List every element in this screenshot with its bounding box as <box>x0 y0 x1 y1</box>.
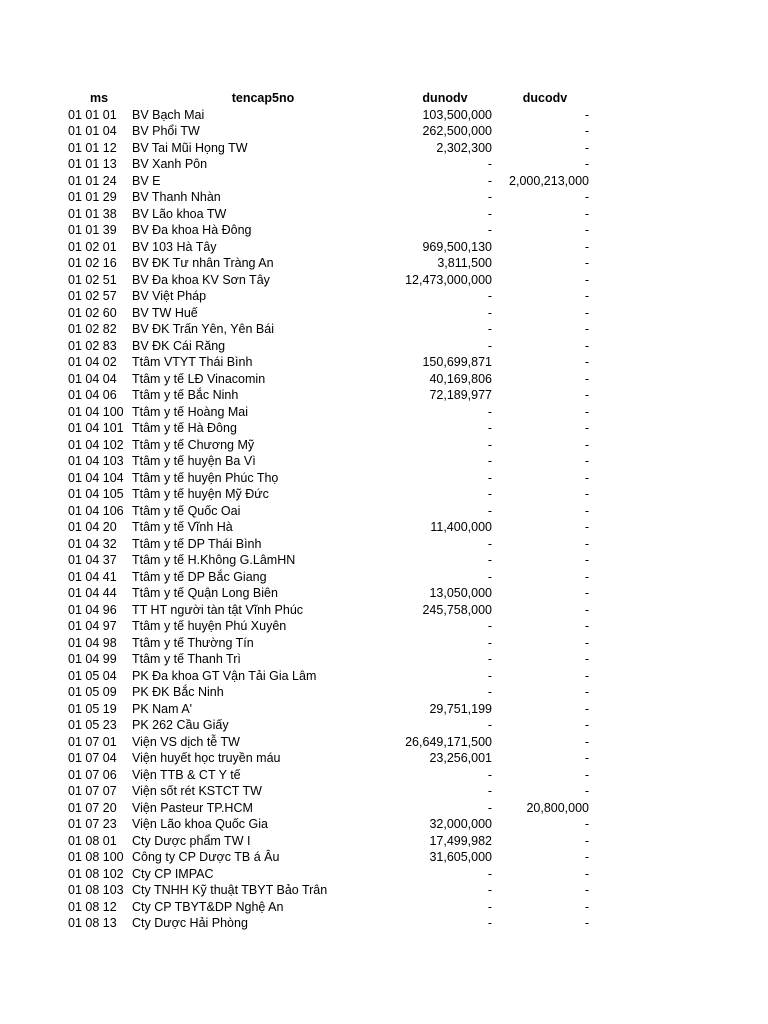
cell-ducodv[interactable]: - <box>584 553 589 567</box>
column-header-tencap5no[interactable]: tencap5no <box>231 91 295 105</box>
table-row <box>68 404 593 421</box>
spreadsheet-table <box>68 90 593 932</box>
table-row <box>68 470 593 487</box>
cell-tencap5no[interactable]: BV 103 Hà Tây <box>132 239 217 254</box>
cell-tencap5no[interactable]: BV ĐK Trấn Yên, Yên Bái <box>132 322 274 336</box>
table-row <box>68 288 593 305</box>
cell-dunodv[interactable]: - <box>487 536 492 551</box>
cell-ducodv[interactable]: - <box>584 256 589 270</box>
cell-ducodv[interactable]: - <box>584 866 589 881</box>
cell-ducodv[interactable]: - <box>584 404 589 419</box>
cell-dunodv[interactable]: 31,605,000 <box>429 850 492 864</box>
cell-ducodv[interactable]: - <box>584 388 589 402</box>
table-row <box>68 387 593 404</box>
cell-ducodv[interactable]: - <box>584 322 589 336</box>
column-header-dunodv[interactable]: dunodv <box>422 91 468 105</box>
table-row <box>68 915 593 932</box>
cell-dunodv[interactable]: 150,699,871 <box>422 355 492 369</box>
cell-ms[interactable]: 01 05 04 <box>68 668 117 683</box>
cell-tencap5no[interactable]: TT HT người tàn tật Vĩnh Phúc <box>132 602 304 617</box>
cell-dunodv[interactable]: - <box>487 487 492 501</box>
cell-tencap5no[interactable]: PK Đa khoa GT Vận Tải Gia Lâm <box>132 668 317 683</box>
cell-dunodv[interactable]: 32,000,000 <box>429 817 492 831</box>
cell-tencap5no[interactable]: Ttâm y tế DP Thái Bình <box>132 536 262 551</box>
cell-tencap5no[interactable]: BV Việt Pháp <box>132 289 207 303</box>
cell-dunodv[interactable]: 23,256,001 <box>429 751 492 765</box>
cell-ms[interactable]: 01 04 02 <box>68 355 117 369</box>
table-row <box>68 173 593 190</box>
table-row <box>68 602 593 619</box>
cell-tencap5no[interactable]: Ttâm y tế Chương Mỹ <box>132 437 255 452</box>
cell-ms[interactable]: 01 01 29 <box>68 190 117 204</box>
cell-tencap5no[interactable]: Ttâm y tế huyện Ba Vì <box>132 454 256 468</box>
cell-ms[interactable]: 01 04 32 <box>68 536 117 551</box>
cell-dunodv[interactable]: - <box>487 652 492 666</box>
cell-tencap5no[interactable]: BV Thanh Nhàn <box>132 190 221 204</box>
cell-tencap5no[interactable]: Cty CP IMPAC <box>132 866 214 881</box>
cell-ducodv[interactable]: - <box>584 833 589 848</box>
cell-ms[interactable]: 01 08 103 <box>68 883 124 897</box>
cell-dunodv[interactable]: 72,189,977 <box>429 388 492 402</box>
table-row <box>68 651 593 668</box>
table-row <box>68 866 593 883</box>
cell-ducodv[interactable]: - <box>584 454 589 468</box>
cell-ms[interactable]: 01 04 41 <box>68 569 117 584</box>
cell-dunodv[interactable]: - <box>487 800 492 815</box>
table-row <box>68 239 593 256</box>
cell-ducodv[interactable]: - <box>584 751 589 765</box>
cell-tencap5no[interactable]: Viện Pasteur TP.HCM <box>132 800 253 815</box>
cell-dunodv[interactable]: 3,811,500 <box>437 256 492 270</box>
cell-tencap5no[interactable]: Viện VS dịch tễ TW <box>132 734 240 749</box>
cell-tencap5no[interactable]: BV E <box>132 173 161 188</box>
cell-dunodv[interactable]: - <box>487 553 492 567</box>
table-row <box>68 684 593 701</box>
cell-ms[interactable]: 01 08 12 <box>68 899 117 914</box>
table-row <box>68 354 593 371</box>
cell-ms[interactable]: 01 08 100 <box>68 850 124 864</box>
cell-ms[interactable]: 01 08 01 <box>68 833 117 848</box>
cell-ms[interactable]: 01 02 60 <box>68 305 117 320</box>
cell-ms[interactable]: 01 01 01 <box>68 107 117 122</box>
cell-ms[interactable]: 01 01 38 <box>68 206 117 221</box>
cell-dunodv[interactable]: 103,500,000 <box>422 107 492 122</box>
cell-dunodv[interactable]: - <box>487 305 492 320</box>
cell-dunodv[interactable]: - <box>487 866 492 881</box>
cell-dunodv[interactable]: - <box>487 635 492 650</box>
cell-ducodv[interactable]: - <box>584 190 589 204</box>
cell-ms[interactable]: 01 04 20 <box>68 520 117 534</box>
cell-tencap5no[interactable]: Ttâm y tế huyện Phúc Thọ <box>132 470 279 485</box>
cell-tencap5no[interactable]: Ttâm y tế Thanh Trì <box>132 652 241 666</box>
cell-ms[interactable]: 01 02 57 <box>68 289 117 303</box>
cell-ms[interactable]: 01 01 24 <box>68 173 117 188</box>
table-row <box>68 800 593 817</box>
cell-tencap5no[interactable]: Cty Dược phẩm TW I <box>132 833 251 848</box>
table-row <box>68 635 593 652</box>
table-row <box>68 503 593 520</box>
cell-tencap5no[interactable]: Cty Dược Hải Phòng <box>132 916 248 930</box>
cell-ducodv[interactable]: - <box>584 371 589 386</box>
cell-dunodv[interactable]: - <box>487 503 492 518</box>
cell-tencap5no[interactable]: Cty TNHH Kỹ thuật TBYT Bảo Trân <box>132 883 328 897</box>
cell-tencap5no[interactable]: BV Đa khoa Hà Đông <box>132 223 252 237</box>
table-row <box>68 701 593 718</box>
cell-dunodv[interactable]: - <box>487 569 492 584</box>
cell-dunodv[interactable]: - <box>487 784 492 798</box>
cell-dunodv[interactable]: 13,050,000 <box>429 586 492 600</box>
cell-tencap5no[interactable]: Ttâm y tế Thường Tín <box>132 635 254 650</box>
cell-ms[interactable]: 01 08 13 <box>68 916 117 930</box>
cell-dunodv[interactable]: - <box>487 338 492 353</box>
cell-ducodv[interactable]: - <box>584 272 589 287</box>
cell-ms[interactable]: 01 04 96 <box>68 602 117 617</box>
table-row <box>68 272 593 289</box>
table-row <box>68 552 593 569</box>
cell-dunodv[interactable]: - <box>487 470 492 485</box>
cell-ms[interactable]: 01 04 99 <box>68 652 117 666</box>
cell-ducodv[interactable]: - <box>584 124 589 138</box>
cell-tencap5no[interactable]: BV Phổi TW <box>132 124 200 138</box>
cell-ms[interactable]: 01 02 01 <box>68 239 117 254</box>
cell-tencap5no[interactable]: BV Lão khoa TW <box>132 206 227 221</box>
cell-tencap5no[interactable]: BV ĐK Tư nhân Tràng An <box>132 256 274 270</box>
cell-ms[interactable]: 01 05 19 <box>68 701 117 716</box>
table-row <box>68 338 593 355</box>
table-row <box>68 305 593 322</box>
cell-ms[interactable]: 01 04 44 <box>68 586 117 600</box>
table-row <box>68 750 593 767</box>
cell-ducodv[interactable]: - <box>584 206 589 221</box>
cell-ducodv[interactable]: - <box>584 503 589 518</box>
cell-tencap5no[interactable]: Ttâm y tế LĐ Vinacomin <box>132 371 266 386</box>
cell-ms[interactable]: 01 02 82 <box>68 322 117 336</box>
cell-ducodv[interactable]: - <box>584 487 589 501</box>
cell-ducodv[interactable]: - <box>584 569 589 584</box>
cell-ducodv[interactable]: - <box>584 652 589 666</box>
cell-tencap5no[interactable]: PK Nam A' <box>132 701 193 716</box>
cell-ducodv[interactable]: - <box>584 470 589 485</box>
cell-ms[interactable]: 01 01 13 <box>68 157 117 171</box>
table-row <box>68 371 593 388</box>
cell-ms[interactable]: 01 04 37 <box>68 553 117 567</box>
column-header-ms[interactable]: ms <box>89 91 109 105</box>
table-row <box>68 783 593 800</box>
table-row <box>68 585 593 602</box>
cell-ms[interactable]: 01 04 98 <box>68 635 117 650</box>
table-row <box>68 833 593 850</box>
cell-tencap5no[interactable]: Ttâm VTYT Thái Bình <box>132 355 253 369</box>
table-row <box>68 453 593 470</box>
cell-dunodv[interactable]: 969,500,130 <box>422 239 492 254</box>
table-row <box>68 486 593 503</box>
cell-ms[interactable]: 01 07 04 <box>68 751 117 765</box>
cell-ducodv[interactable]: - <box>584 899 589 914</box>
cell-ducodv[interactable]: - <box>584 437 589 452</box>
cell-ducodv[interactable]: - <box>584 718 589 732</box>
cell-ducodv[interactable]: - <box>584 668 589 683</box>
cell-ms[interactable]: 01 07 07 <box>68 784 117 798</box>
cell-ducodv[interactable]: - <box>584 685 589 699</box>
table-body <box>68 107 593 932</box>
cell-ducodv[interactable]: - <box>584 602 589 617</box>
cell-ducodv[interactable]: - <box>584 586 589 600</box>
cell-dunodv[interactable]: - <box>487 767 492 782</box>
cell-ducodv[interactable]: - <box>584 239 589 254</box>
table-row <box>68 123 593 140</box>
cell-ms[interactable]: 01 07 20 <box>68 800 117 815</box>
cell-dunodv[interactable]: - <box>487 437 492 452</box>
cell-dunodv[interactable]: - <box>487 883 492 897</box>
cell-dunodv[interactable]: - <box>487 685 492 699</box>
cell-dunodv[interactable]: 40,169,806 <box>429 371 492 386</box>
cell-tencap5no[interactable]: Viện TTB & CT Y tế <box>132 767 241 782</box>
table-row <box>68 255 593 272</box>
cell-ms[interactable]: 01 02 51 <box>68 272 117 287</box>
cell-tencap5no[interactable]: Ttâm y tế Hà Đông <box>132 421 237 435</box>
cell-ducodv[interactable]: - <box>584 338 589 353</box>
cell-tencap5no[interactable]: Viện huyết học truyền máu <box>132 751 281 765</box>
cell-ducodv[interactable]: - <box>584 520 589 534</box>
cell-ducodv[interactable]: - <box>584 784 589 798</box>
cell-ducodv[interactable]: - <box>584 767 589 782</box>
cell-tencap5no[interactable]: Công ty CP Dược TB á Âu <box>132 850 280 864</box>
cell-ducodv[interactable]: - <box>584 916 589 930</box>
cell-ms[interactable]: 01 04 101 <box>68 421 124 435</box>
cell-tencap5no[interactable]: Cty CP TBYT&DP Nghệ An <box>132 899 284 914</box>
table-row <box>68 437 593 454</box>
header-row <box>68 90 593 107</box>
cell-tencap5no[interactable]: Ttâm y tế DP Bắc Giang <box>132 569 267 584</box>
cell-ms[interactable]: 01 07 06 <box>68 767 117 782</box>
cell-ducodv[interactable]: 20,800,000 <box>526 800 589 815</box>
cell-tencap5no[interactable]: Ttâm y tế Quận Long Biên <box>132 586 278 600</box>
cell-ms[interactable]: 01 05 09 <box>68 685 117 699</box>
cell-ms[interactable]: 01 07 01 <box>68 734 117 749</box>
cell-ducodv[interactable]: 2,000,213,000 <box>509 173 589 188</box>
table-row <box>68 816 593 833</box>
cell-ducodv[interactable]: - <box>584 619 589 633</box>
cell-ducodv[interactable]: - <box>584 289 589 303</box>
table-row <box>68 618 593 635</box>
cell-tencap5no[interactable]: PK ĐK Bắc Ninh <box>132 685 224 699</box>
cell-dunodv[interactable]: 245,758,000 <box>422 602 492 617</box>
cell-tencap5no[interactable]: Ttâm y tế huyện Phú Xuyên <box>132 619 287 633</box>
table-row <box>68 734 593 751</box>
cell-dunodv[interactable]: - <box>487 619 492 633</box>
cell-tencap5no[interactable]: Viện Lão khoa Quốc Gia <box>132 817 268 831</box>
cell-ms[interactable]: 01 08 102 <box>68 866 124 881</box>
table-row <box>68 206 593 223</box>
cell-ducodv[interactable]: - <box>584 107 589 122</box>
cell-ms[interactable]: 01 01 12 <box>68 140 117 155</box>
cell-ducodv[interactable]: - <box>584 701 589 716</box>
cell-tencap5no[interactable]: Viện sốt rét KSTCT TW <box>132 784 262 798</box>
table-row <box>68 767 593 784</box>
table-row <box>68 222 593 239</box>
cell-ducodv[interactable]: - <box>584 157 589 171</box>
cell-ducodv[interactable]: - <box>584 536 589 551</box>
cell-dunodv[interactable]: - <box>487 668 492 683</box>
table-row <box>68 536 593 553</box>
cell-ms[interactable]: 01 01 04 <box>68 124 117 138</box>
cell-ms[interactable]: 01 02 16 <box>68 256 117 270</box>
table-row <box>68 717 593 734</box>
cell-tencap5no[interactable]: BV Đa khoa KV Sơn Tây <box>132 272 270 287</box>
cell-ducodv[interactable]: - <box>584 817 589 831</box>
table-row <box>68 321 593 338</box>
cell-ducodv[interactable]: - <box>584 883 589 897</box>
cell-dunodv[interactable]: - <box>487 404 492 419</box>
cell-ducodv[interactable]: - <box>584 421 589 435</box>
cell-ducodv[interactable]: - <box>584 140 589 155</box>
cell-ducodv[interactable]: - <box>584 850 589 864</box>
cell-ms[interactable]: 01 05 23 <box>68 718 117 732</box>
cell-ms[interactable]: 01 04 100 <box>68 404 124 419</box>
cell-ms[interactable]: 01 02 83 <box>68 338 117 353</box>
cell-ducodv[interactable]: - <box>584 305 589 320</box>
cell-dunodv[interactable]: - <box>487 421 492 435</box>
cell-tencap5no[interactable]: BV ĐK Cái Răng <box>132 338 226 353</box>
cell-tencap5no[interactable]: Ttâm y tế Quốc Oai <box>132 503 241 518</box>
table-row <box>68 519 593 536</box>
cell-tencap5no[interactable]: Ttâm y tế huyện Mỹ Đức <box>132 487 269 501</box>
cell-ms[interactable]: 01 04 97 <box>68 619 117 633</box>
cell-ms[interactable]: 01 04 103 <box>68 454 124 468</box>
table-row <box>68 569 593 586</box>
cell-tencap5no[interactable]: PK 262 Cầu Giấy <box>132 718 229 732</box>
cell-ms[interactable]: 01 07 23 <box>68 817 117 831</box>
cell-ms[interactable]: 01 04 104 <box>68 470 124 485</box>
table-row <box>68 189 593 206</box>
cell-dunodv[interactable]: - <box>487 916 492 930</box>
cell-tencap5no[interactable]: BV Tai Mũi Họng TW <box>132 140 248 155</box>
cell-dunodv[interactable]: 17,499,982 <box>429 833 492 848</box>
column-header-ducodv[interactable]: ducodv <box>522 91 568 105</box>
cell-dunodv[interactable]: - <box>487 206 492 221</box>
cell-tencap5no[interactable]: Ttâm y tế Vĩnh Hà <box>132 520 233 534</box>
table-row <box>68 668 593 685</box>
cell-dunodv[interactable]: 2,302,300 <box>436 140 492 155</box>
cell-dunodv[interactable]: - <box>487 454 492 468</box>
table-row <box>68 140 593 157</box>
cell-dunodv[interactable]: - <box>487 718 492 732</box>
cell-tencap5no[interactable]: Ttâm y tế Hoàng Mai <box>132 404 249 419</box>
cell-dunodv[interactable]: 12,473,000,000 <box>405 272 492 287</box>
cell-dunodv[interactable]: 11,400,000 <box>430 520 492 534</box>
table-row <box>68 420 593 437</box>
cell-ms[interactable]: 01 04 106 <box>68 503 124 518</box>
cell-ms[interactable]: 01 04 06 <box>68 388 117 402</box>
table-row <box>68 107 593 124</box>
table-row <box>68 156 593 173</box>
cell-tencap5no[interactable]: BV TW Huế <box>132 305 198 320</box>
cell-dunodv[interactable]: - <box>487 289 492 303</box>
table-row <box>68 882 593 899</box>
cell-tencap5no[interactable]: Ttâm y tế Bắc Ninh <box>132 388 239 402</box>
cell-ducodv[interactable]: - <box>584 635 589 650</box>
cell-dunodv[interactable]: 26,649,171,500 <box>405 734 492 749</box>
cell-dunodv[interactable]: 29,751,199 <box>429 701 492 716</box>
table-row <box>68 899 593 916</box>
cell-ducodv[interactable]: - <box>584 734 589 749</box>
cell-dunodv[interactable]: 262,500,000 <box>422 124 492 138</box>
cell-dunodv[interactable]: - <box>487 223 492 237</box>
cell-tencap5no[interactable]: Ttâm y tế H.Không G.LâmHN <box>132 553 296 567</box>
table-row <box>68 849 593 866</box>
cell-ms[interactable]: 01 04 102 <box>68 437 124 452</box>
cell-dunodv[interactable]: - <box>487 190 492 204</box>
cell-ms[interactable]: 01 04 105 <box>68 487 124 501</box>
cell-ducodv[interactable]: - <box>584 355 589 369</box>
cell-dunodv[interactable]: - <box>487 322 492 336</box>
cell-dunodv[interactable]: - <box>487 157 492 171</box>
cell-ducodv[interactable]: - <box>584 223 589 237</box>
cell-tencap5no[interactable]: BV Bạch Mai <box>132 107 205 122</box>
cell-dunodv[interactable]: - <box>487 899 492 914</box>
cell-ms[interactable]: 01 04 04 <box>68 371 117 386</box>
cell-ms[interactable]: 01 01 39 <box>68 223 117 237</box>
cell-tencap5no[interactable]: BV Xanh Pôn <box>132 157 208 171</box>
cell-dunodv[interactable]: - <box>487 173 492 188</box>
